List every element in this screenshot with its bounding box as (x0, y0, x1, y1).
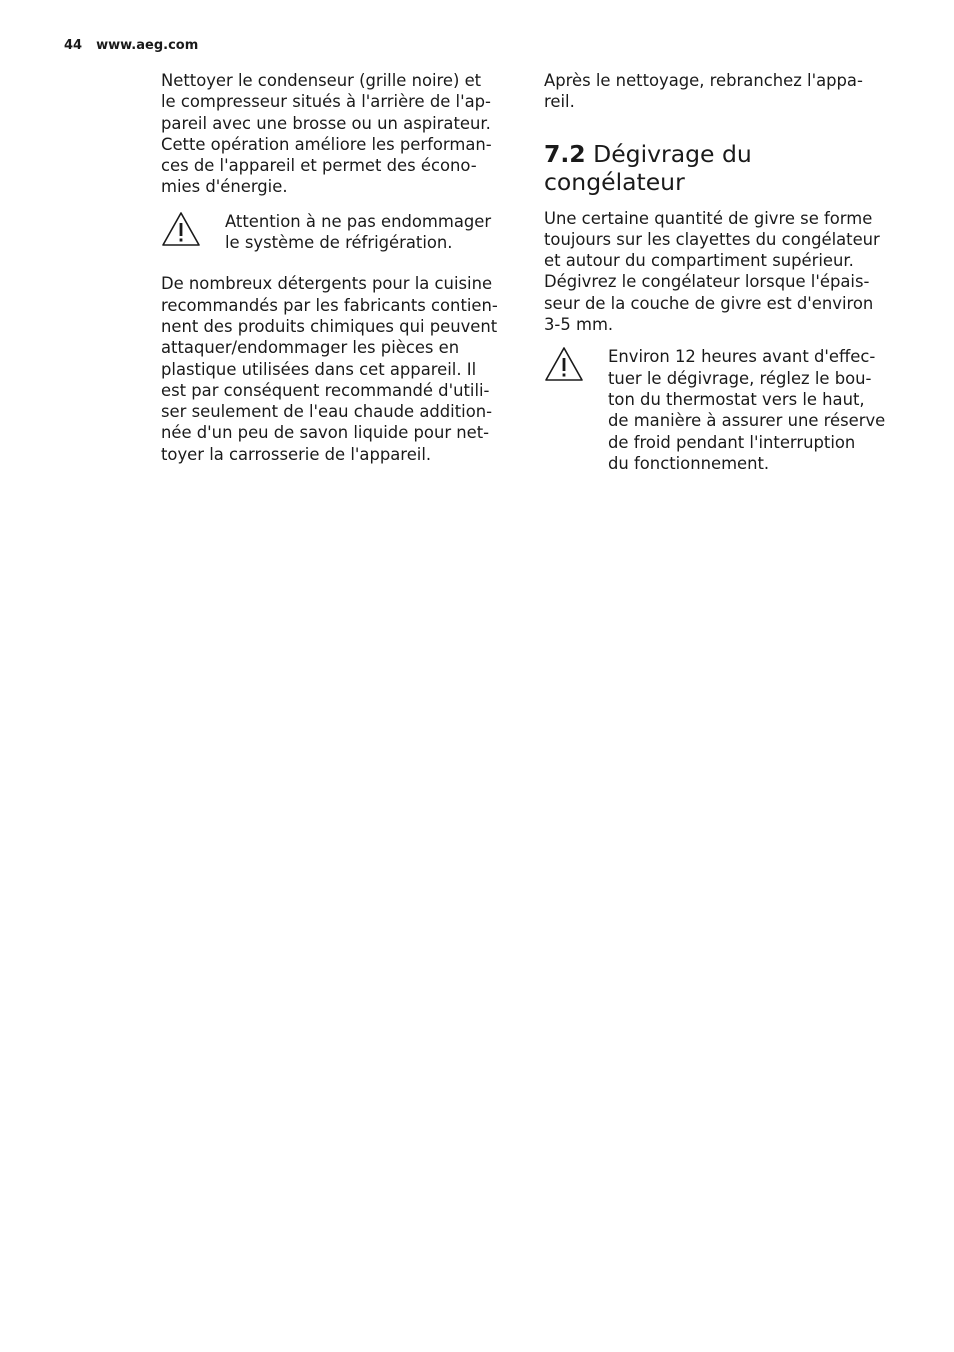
reconnect-paragraph: Après le nettoyage, rebranchez l'appa- reil. (544, 71, 863, 112)
warning-triangle-icon (544, 346, 584, 382)
detergents-paragraph: De nombreux détergents pour la cuisine recommandés par les fabricants contien- nent des produits chimiques qui peuvent attaquer/endommager les pièces en plastique utilisées dans cet appareil. Il est par conséquent recommandé d'utili- ser seulement de l'eau chaude addition- née d'un peu de savon liquide pour net- toyer la carrosserie de l'appareil. (161, 274, 498, 464)
warning-text: Attention à ne pas endommager le système de réfrigération. (225, 211, 492, 253)
frost-paragraph: Une certaine quantité de givre se forme toujours sur les clayettes du congélateur et autour du compartiment supérieur. Dégivrez le congélateur lorsque l'épais- seur de la couche de givre est d'environ 3-5 mm. (544, 208, 880, 335)
site-url: www.aeg.com (96, 38, 199, 53)
right-column (544, 70, 899, 474)
warning-triangle-icon (161, 211, 201, 247)
page-header (64, 38, 198, 53)
warning-refrigeration (161, 211, 516, 254)
section-heading (544, 140, 899, 196)
page-number: 44 (64, 38, 83, 53)
condenser-cleaning-paragraph: Nettoyer le condenseur (grille noire) et le compresseur situés à l'arrière de l'ap- pareil avec une brosse ou un aspirateur. Cette opération améliore les performan- ces de l'appareil et permet des écono- mies d'énergie. (161, 71, 492, 197)
warning-thermostat (544, 346, 899, 474)
section-number: 7.2 (544, 139, 586, 168)
left-column (161, 70, 516, 465)
warning-text: Environ 12 heures avant d'effec- tuer le dégivrage, réglez le bou- ton du thermostat vers le haut, de manière à assurer une réserve de froid pendant l'interruption du fonctionnement. (608, 347, 886, 473)
section-title: Dégivrage du congélateur (544, 139, 752, 196)
